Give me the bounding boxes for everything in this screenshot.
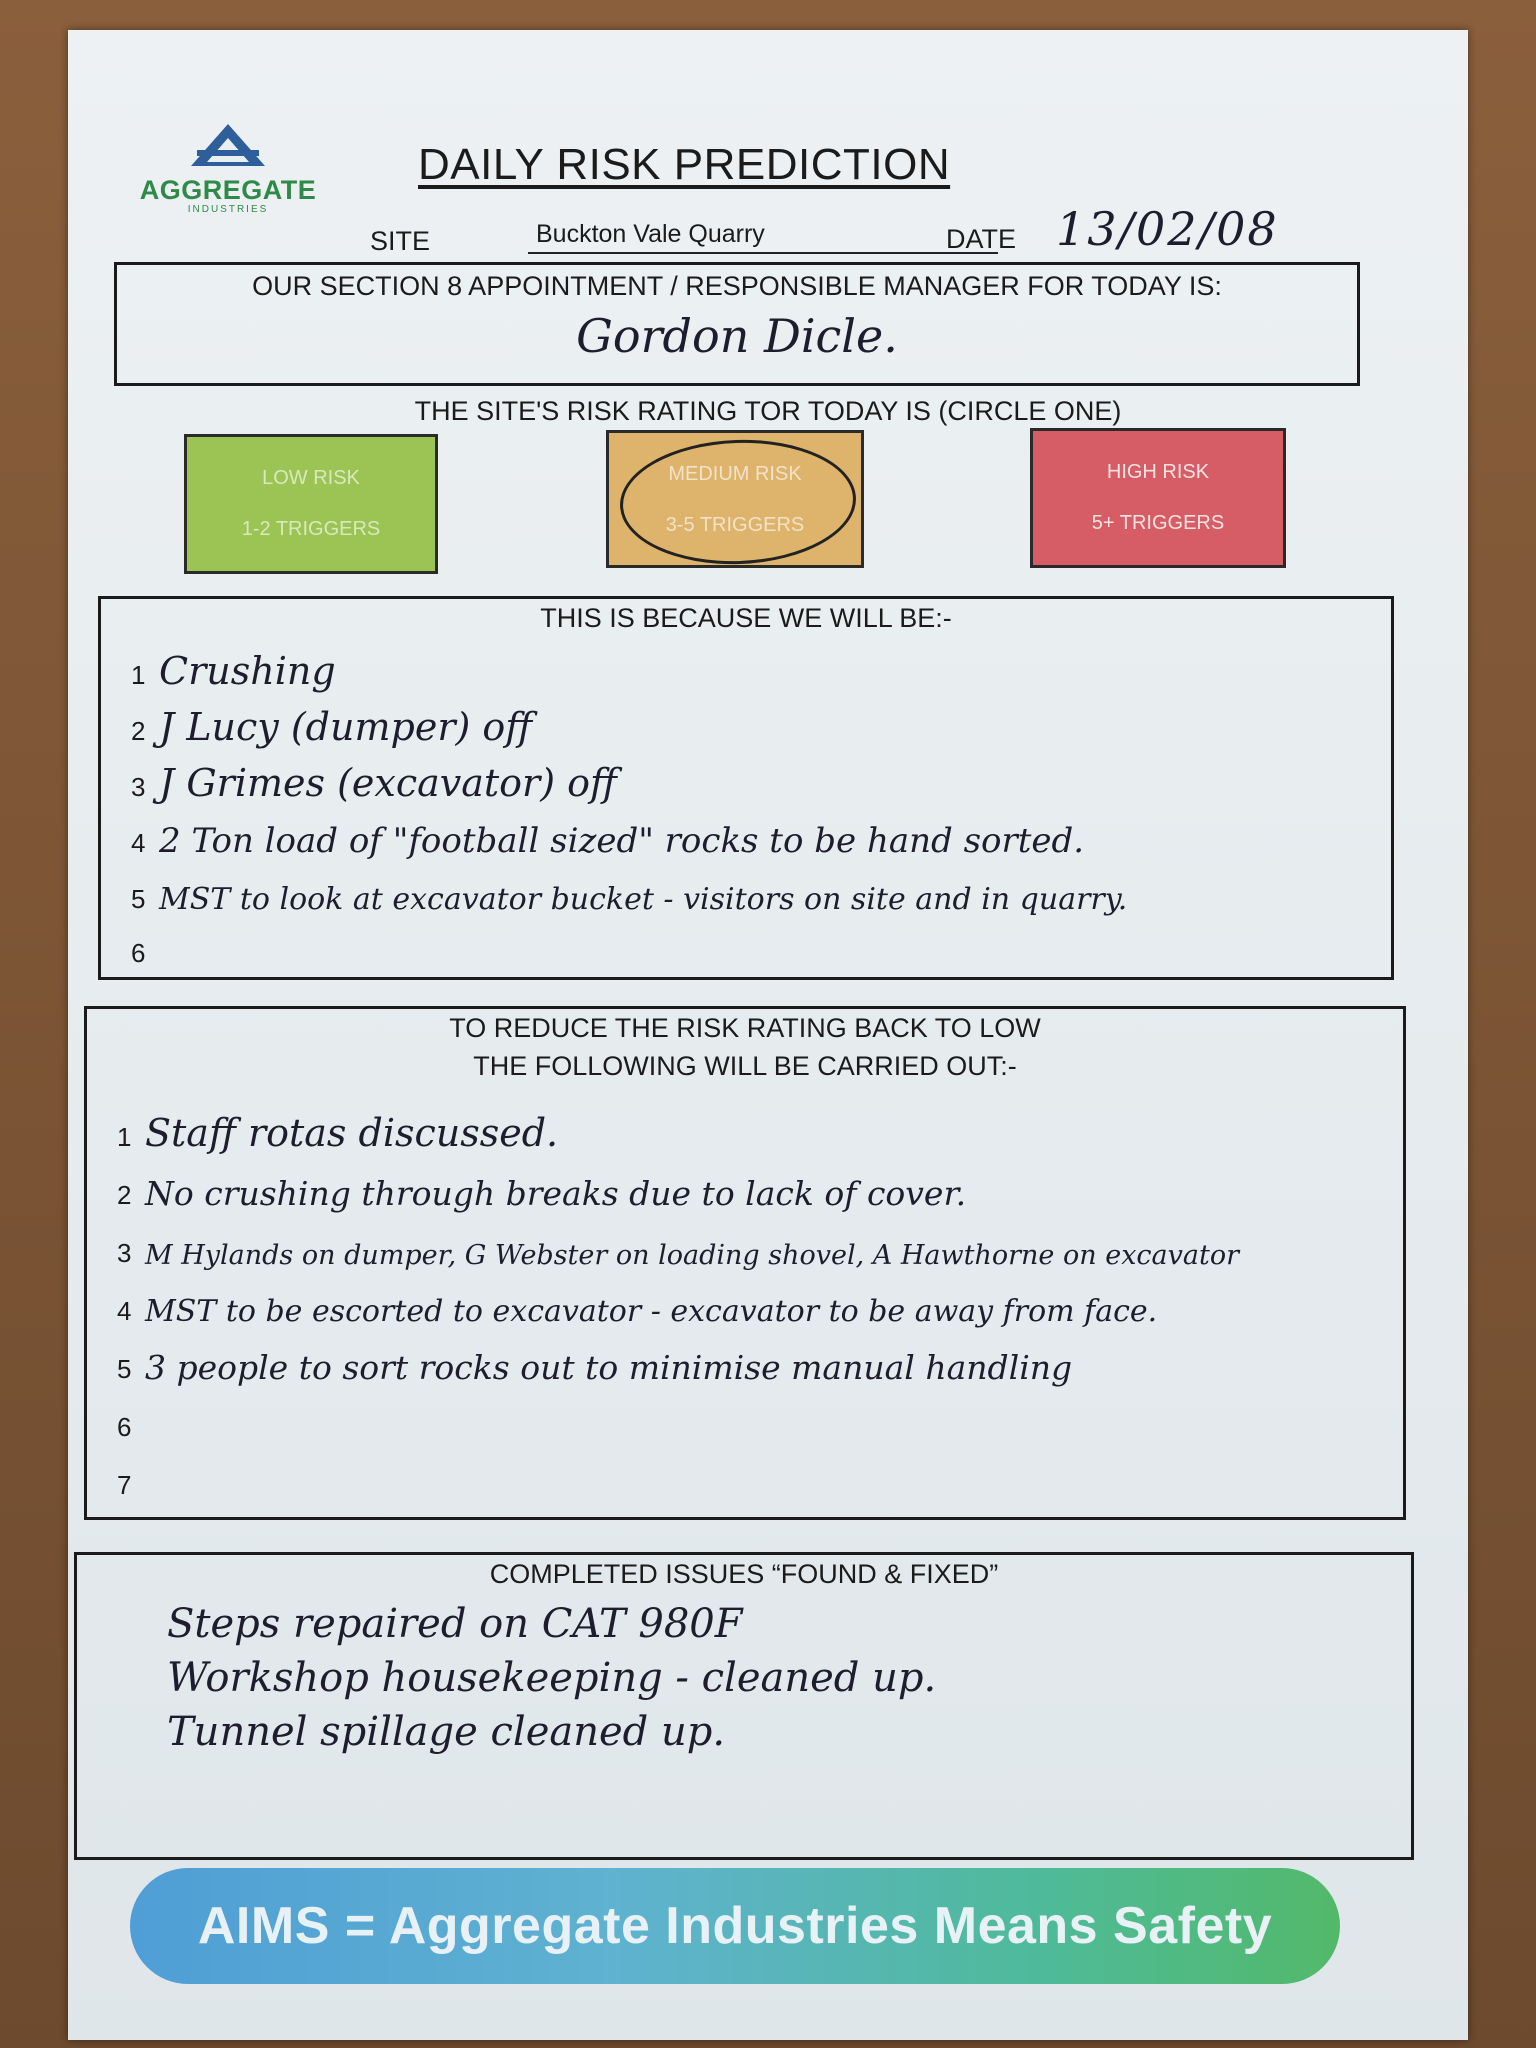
reduce-item[interactable] [87, 1101, 1403, 1157]
because-item[interactable] [101, 917, 1391, 973]
manager-heading: OUR SECTION 8 APPOINTMENT / RESPONSIBLE MANAGER FOR TODAY IS: [252, 271, 1222, 301]
reduce-heading-line1: TO REDUCE THE RISK RATING BACK TO LOW [449, 1013, 1041, 1043]
triangle-logo-icon [183, 120, 273, 170]
low-risk-triggers: 1-2 TRIGGERS [241, 518, 381, 540]
logo-sub-text: INDUSTRIES [187, 204, 269, 215]
item-number: 4 [131, 828, 146, 858]
item-text: J Grimes (excavator) off [159, 761, 617, 805]
reduce-item[interactable] [87, 1275, 1403, 1331]
manager-name-field[interactable]: Gordon Dicle. [576, 309, 898, 363]
logo-brand-text: AGGREGATE [139, 175, 317, 205]
item-text: Staff rotas discussed. [145, 1111, 559, 1155]
item-number: 1 [117, 1122, 132, 1152]
item-text: 3 people to sort rocks out to minimise manual handling [145, 1348, 1073, 1387]
aims-safety-banner: AIMS = Aggregate Industries Means Safety [130, 1868, 1340, 1984]
high-risk-triggers: 5+ TRIGGERS [1091, 512, 1225, 534]
because-item[interactable] [101, 863, 1391, 919]
item-text: Crushing [159, 649, 336, 693]
medium-risk-label: MEDIUM RISK [668, 463, 802, 485]
manager-section [114, 262, 1360, 386]
date-label: DATE [946, 224, 1017, 254]
item-text: J Lucy (dumper) off [159, 705, 533, 749]
item-number: 6 [131, 938, 146, 968]
reduce-item[interactable] [87, 1333, 1403, 1389]
because-heading: THIS IS BECAUSE WE WILL BE:- [540, 603, 952, 633]
found-fixed-heading: COMPLETED ISSUES “FOUND & FIXED” [489, 1559, 999, 1589]
reduce-heading-line2: THE FOLLOWING WILL BE CARRIED OUT:- [473, 1051, 1017, 1081]
risk-rating-heading: THE SITE'S RISK RATING TOR TODAY IS (CIRCLE ONE) [414, 396, 1122, 426]
because-item[interactable] [101, 807, 1391, 863]
aggregate-industries-logo [128, 120, 328, 216]
item-text: No crushing through breaks due to lack of cover. [145, 1174, 967, 1213]
site-field[interactable]: Buckton Vale Quarry [528, 220, 998, 254]
high-risk-label: HIGH RISK [1106, 461, 1210, 483]
item-number: 2 [131, 716, 146, 746]
item-number: 3 [131, 772, 146, 802]
low-risk-label: LOW RISK [262, 467, 360, 489]
item-text: MST to look at excavator bucket - visitors on site and in quarry. [159, 882, 1128, 917]
date-field[interactable]: 13/02/08 [1056, 202, 1279, 256]
page-title: DAILY RISK PREDICTION [418, 140, 951, 189]
item-number: 3 [117, 1238, 132, 1268]
item-text: M Hylands on dumper, G Webster on loading shovel, A Hawthorne on excavator [145, 1240, 1240, 1271]
fixed-item[interactable]: Workshop housekeeping - cleaned up. [167, 1655, 937, 1701]
found-fixed-section [74, 1552, 1414, 1860]
fixed-item[interactable]: Tunnel spillage cleaned up. [167, 1709, 726, 1755]
fixed-item[interactable]: Steps repaired on CAT 980F [167, 1601, 743, 1647]
because-item[interactable] [101, 751, 1391, 807]
because-item[interactable] [101, 639, 1391, 695]
item-number: 2 [117, 1180, 132, 1210]
item-number: 7 [117, 1470, 132, 1500]
item-number: 5 [131, 884, 146, 914]
item-number: 6 [117, 1412, 132, 1442]
reduce-item[interactable] [87, 1391, 1403, 1447]
reduce-risk-section [84, 1006, 1406, 1520]
item-number: 4 [117, 1296, 132, 1326]
because-item[interactable] [101, 695, 1391, 751]
reduce-item[interactable] [87, 1449, 1403, 1505]
site-label: SITE [370, 226, 431, 256]
item-text: 2 Ton load of "football sized" rocks to be hand sorted. [159, 821, 1085, 861]
item-number: 1 [131, 660, 146, 690]
medium-risk-triggers: 3-5 TRIGGERS [665, 514, 805, 536]
item-number: 5 [117, 1354, 132, 1384]
item-text: MST to be escorted to excavator - excavator to be away from face. [145, 1294, 1158, 1329]
high-risk-option[interactable] [1030, 428, 1286, 568]
reduce-item[interactable] [87, 1217, 1403, 1273]
low-risk-option[interactable] [184, 434, 438, 574]
because-section [98, 596, 1394, 980]
risk-form-sheet [68, 30, 1468, 2040]
reduce-item[interactable] [87, 1159, 1403, 1215]
